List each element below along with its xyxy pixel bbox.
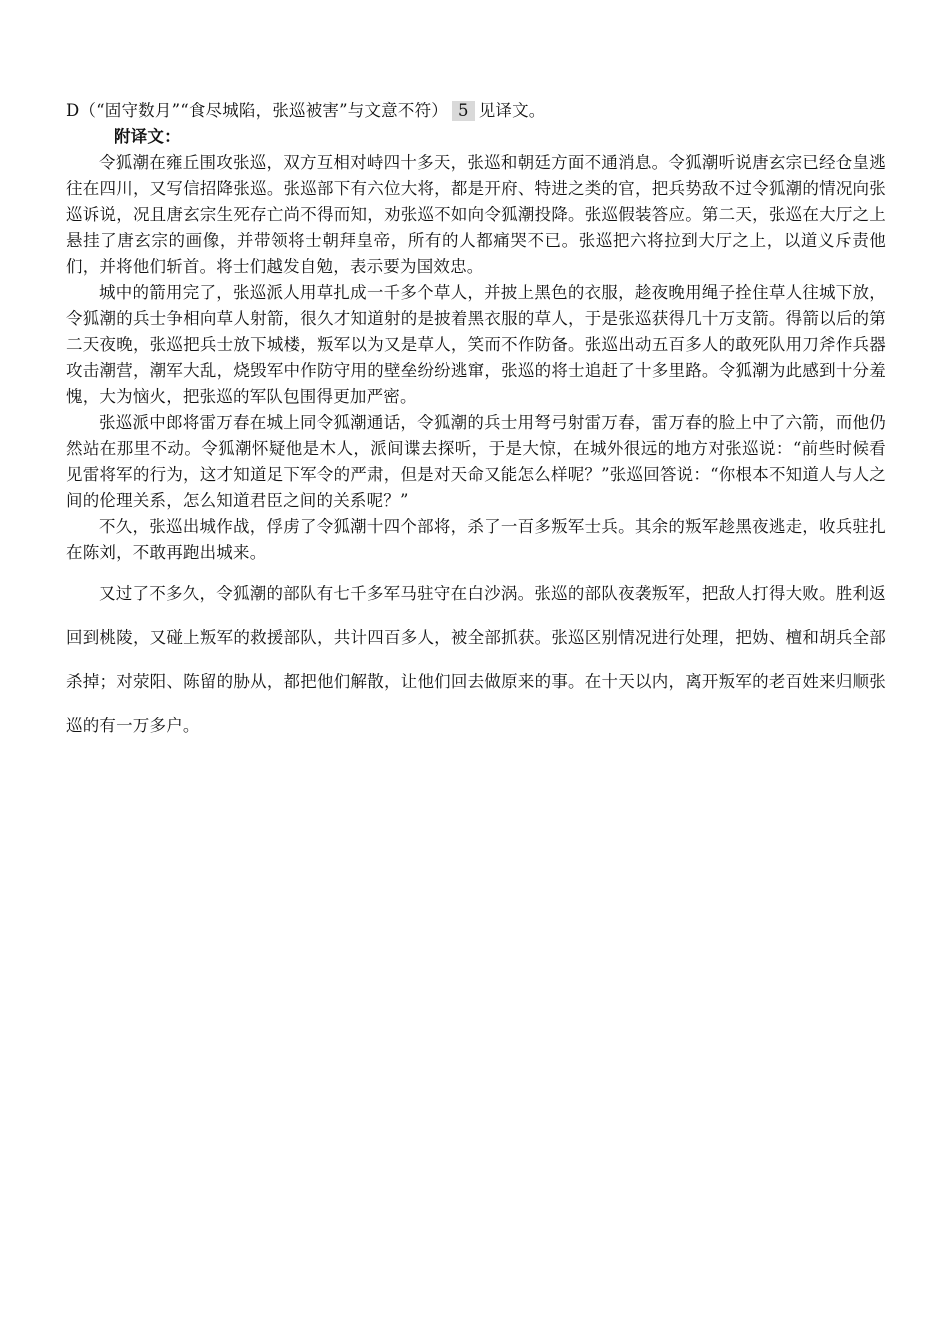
paragraph-3: 张巡派中郎将雷万春在城上同令狐潮通话，令狐潮的兵士用弩弓射雷万春，雷万春的脸上中了六箭，而他仍然站在那里不动。令狐潮怀疑他是木人，派间谍去探听，于是大惊，在城外很远的地方对张巡说：“前些时候看见雷将军的行为，这才知道足下军令的严肃，但是对天命又能怎么样呢？”张巡回答说：“你根本不知道人与人之间的伦理关系，怎么知道君臣之间的关系呢？”	[66, 413, 886, 510]
document-body	[66, 98, 886, 748]
translation-heading: 附译文：	[114, 127, 181, 146]
paragraph-4: 不久，张巡出城作战，俘虏了令狐潮十四个部将，杀了一百多叛军士兵。其余的叛军趁黑夜逃走，收兵驻扎在陈刘，不敢再跑出城来。	[66, 517, 886, 562]
answer-suffix: 见译文。	[478, 101, 546, 120]
question-number-badge: 5	[452, 101, 475, 121]
answer-text: D（“固守数月”“食尽城陷，张巡被害”与文意不符）	[66, 101, 448, 120]
paragraph-5: 又过了不多久，令狐潮的部队有七千多军马驻守在白沙涡。张巡的部队夜袭叛军，把敌人打得大败。胜利返回到桃陵，又碰上叛军的救援部队，共计四百多人，被全部抓获。张巡区别情况进行处理，把妫、檀和胡兵全部杀掉；对荥阳、陈留的胁从，都把他们解散，让他们回去做原来的事。在十天以内，离开叛军的老百姓来归顺张巡的有一万多户。	[66, 584, 886, 735]
paragraph-2: 城中的箭用完了，张巡派人用草扎成一千多个草人，并披上黑色的衣服，趁夜晚用绳子拴住草人往城下放，令狐潮的兵士争相向草人射箭，很久才知道射的是披着黑衣服的草人，于是张巡获得几十万支箭。得箭以后的第二天夜晚，张巡把兵士放下城楼，叛军以为又是草人，笑而不作防备。张巡出动五百多人的敢死队用刀斧作兵器攻击潮营，潮军大乱，烧毁军中作防守用的壁垒纷纷逃窜，张巡的将士追赶了十多里路。令狐潮为此感到十分羞愧，大为恼火，把张巡的军队包围得更加严密。	[66, 283, 886, 406]
paragraph-1: 令狐潮在雍丘围攻张巡，双方互相对峙四十多天，张巡和朝廷方面不通消息。令狐潮听说唐玄宗已经仓皇逃往在四川，又写信招降张巡。张巡部下有六位大将，都是开府、特进之类的官，把兵势敌不过令狐潮的情况向张巡诉说，况且唐玄宗生死存亡尚不得而知，劝张巡不如向令狐潮投降。张巡假装答应。第二天，张巡在大厅之上悬挂了唐玄宗的画像，并带领将士朝拜皇帝，所有的人都痛哭不已。张巡把六将拉到大厅之上，以道义斥责他们，并将他们斩首。将士们越发自勉，表示要为国效忠。	[66, 153, 886, 276]
answer-line	[66, 98, 886, 124]
